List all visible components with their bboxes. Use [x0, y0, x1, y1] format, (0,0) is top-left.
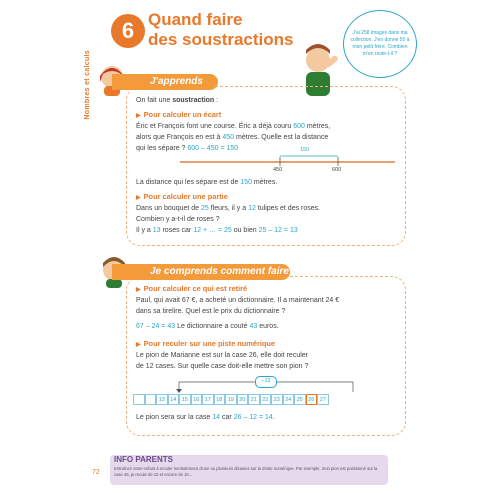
speech-bubble: J'ai 258 images dans ma collection. J'en donne 50 à mon petit frère. Combien m'en reste-t-il ?: [343, 10, 417, 78]
comprends-header: Je comprends comment faire: [112, 264, 290, 280]
info-parents-text: Entraînez votre enfant à reculer mentalement d'une ou plusieurs dizaines sur la droite numérique. Par exemple, mon pion est positionné sur la case 45, je recule de 10 et encore de 10...: [114, 466, 378, 477]
distance-line-diagram: [180, 148, 400, 178]
distance-label-450: 450: [273, 167, 283, 173]
comprends-section-2-text: Le pion de Marianne est sur la case 26, elle doit reculer de 12 cases. Sur quelle case doit-elle mettre son pion ?: [136, 352, 309, 370]
track-leading-cell: [145, 394, 157, 405]
page-title: [148, 10, 294, 50]
track-cell: 21: [248, 394, 260, 405]
track-cell: 26: [306, 394, 318, 405]
track-cell: 23: [271, 394, 283, 405]
page-number: 72: [92, 469, 100, 476]
triangle-bullet-icon: ▶: [136, 287, 141, 293]
apprends-section-2-text: Dans un bouquet de 25 fleurs, il y a 12 tulipes et des roses. Combien y a-t-il de roses ? Il y a 13 roses car 12 + … = 25 ou bien 25 – 12 = 13: [136, 205, 321, 234]
apprends-section-1-title: ▶ Pour calculer un écart: [136, 110, 222, 119]
track-cell: 20: [237, 394, 249, 405]
number-track: [133, 394, 373, 405]
sidebar-label: Nombres et calculs: [84, 50, 91, 120]
comprends-section-1-title: ▶ Pour calculer ce qui est retiré: [136, 284, 248, 293]
track-cell: 17: [202, 394, 214, 405]
track-cell: 16: [191, 394, 203, 405]
chapter-number-badge: 6: [111, 14, 145, 48]
apprends-intro: On fait une soustraction :: [136, 97, 219, 104]
triangle-bullet-icon: ▶: [136, 195, 141, 201]
apprends-section-2-title: ▶ Pour calculer une partie: [136, 192, 228, 201]
apprends-section-1-text: Éric et François font une course. Éric a déjà couru 600 mètres, alors que François en est à 450 mètres. Quelle est la distance qui les sépare ? 600 – 450 = 150: [136, 123, 331, 152]
title-line-2: des soustractions: [148, 30, 294, 49]
apprends-header: J'apprends: [112, 74, 218, 90]
track-cell: 14: [168, 394, 180, 405]
distance-label-150: 150: [300, 147, 310, 153]
comprends-section-2-result: Le pion sera sur la case 14 car 26 – 12 = 14.: [136, 414, 275, 421]
track-cell: 13: [156, 394, 168, 405]
triangle-bullet-icon: ▶: [136, 113, 141, 119]
track-cell: 19: [225, 394, 237, 405]
apprends-section-1-result: La distance qui les sépare est de 150 mètres.: [136, 179, 278, 186]
track-cell: 25: [294, 394, 306, 405]
title-line-1: Quand faire: [148, 10, 243, 29]
track-cell: 24: [283, 394, 295, 405]
track-cell: 27: [317, 394, 329, 405]
track-cell: 15: [179, 394, 191, 405]
info-parents-title: INFO PARENTS: [114, 455, 173, 464]
track-leading-cell: [133, 394, 145, 405]
track-cell: 22: [260, 394, 272, 405]
jump-label: –12: [255, 376, 277, 388]
triangle-bullet-icon: ▶: [136, 342, 141, 348]
comprends-section-2-title: ▶ Pour reculer sur une piste numérique: [136, 339, 276, 348]
distance-label-600: 600: [332, 167, 342, 173]
comprends-section-1-text: Paul, qui avait 67 €, a acheté un dictionnaire. Il a maintenant 24 € dans sa tirelire. Quel est le prix du dictionnaire ? 67 – 24 = 43 Le dictionnaire a couté 43 euros.: [136, 297, 340, 330]
track-cell: 18: [214, 394, 226, 405]
